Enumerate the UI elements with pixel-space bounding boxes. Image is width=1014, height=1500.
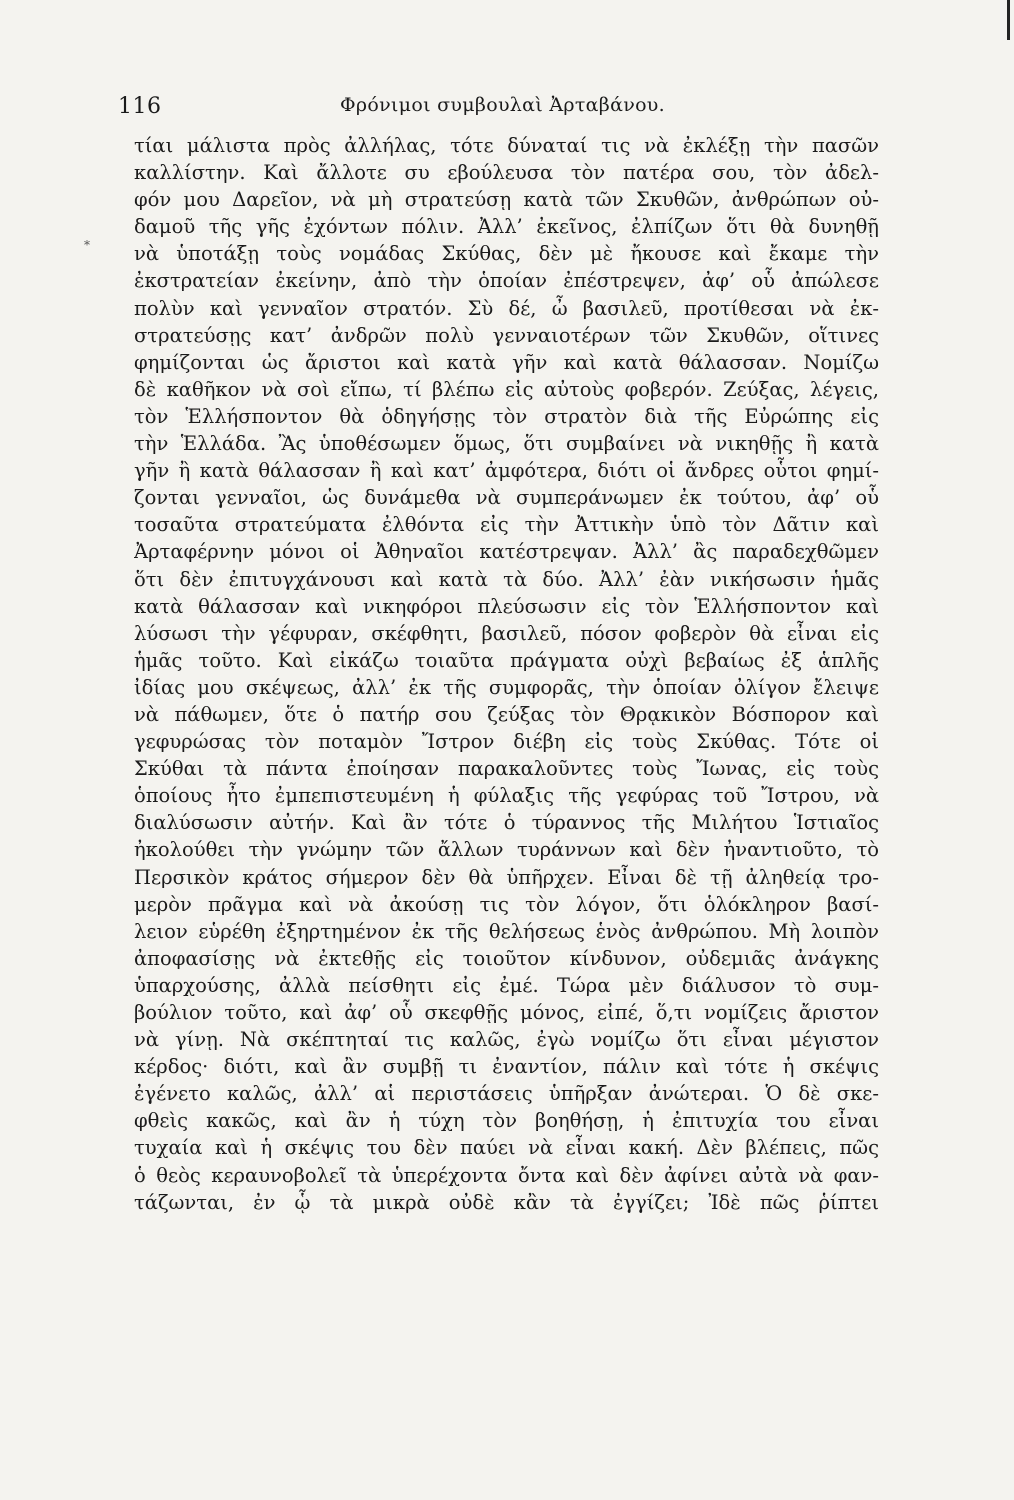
text-line: στρατεύσῃς κατ’ ἀνδρῶν πολὺ γενναιοτέρων τῶν Σκυθῶν, οἵτινες	[134, 323, 879, 347]
body-text	[134, 132, 879, 1216]
text-line: βούλιον τοῦτο, καὶ ἀφ’ οὗ σκεφθῇς μόνος, εἰπέ, ὅ,τι νομίζεις ἄριστον	[134, 1001, 879, 1024]
text-line: λύσωσι τὴν γέφυραν, σκέφθητι, βασιλεῦ, πόσον φοβερὸν θὰ εἶναι εἰς	[134, 621, 879, 645]
text-line: γῆν ἢ κατὰ θάλασσαν ἢ καὶ κατ’ ἀμφότερα, διότι οἱ ἄνδρες οὗτοι φημί-	[134, 459, 879, 483]
text-line: Σκύθαι τὰ πάντα ἐποίησαν παρακαλοῦντες τοὺς Ἴωνας, εἰς τοὺς	[134, 757, 879, 781]
text-line: νὰ ὑποτάξῃ τοὺς νομάδας Σκύθας, δὲν μὲ ἤκουσε καὶ ἔκαμε τὴν	[134, 242, 879, 266]
text-line: τὸν Ἑλλήσποντον θὰ ὁδηγήσῃς τὸν στρατὸν διὰ τῆς Εὐρώπης εἰς	[134, 404, 879, 428]
margin-mark: *	[84, 238, 90, 252]
text-line: ἀποφασίσῃς νὰ ἐκτεθῇς εἰς τοιοῦτον κίνδυνον, οὐδεμιᾶς ἀνάγκης	[134, 946, 879, 970]
page-header	[118, 94, 878, 124]
text-line: κέρδος· διότι, καὶ ἂν συμβῇ τι ἐναντίον, πάλιν καὶ τότε ἡ σκέψις	[134, 1055, 879, 1079]
text-line: φθεὶς κακῶς, καὶ ἂν ἡ τύχη τὸν βοηθήσῃ, ἡ ἐπιτυχία του εἶναι	[134, 1109, 879, 1133]
text-line: δὲ καθῆκον νὰ σοὶ εἴπω, τί βλέπω εἰς αὐτοὺς φοβερόν. Ζεύξας, λέγεις,	[134, 377, 879, 401]
text-line: Περσικὸν κράτος σήμερον δὲν θὰ ὑπῆρχεν. Εἶναι δὲ τῇ ἀληθείᾳ τρο-	[134, 865, 879, 889]
text-line: τὴν Ἑλλάδα. Ἂς ὑποθέσωμεν ὅμως, ὅτι συμβαίνει νὰ νικηθῇς ἢ κατὰ	[134, 432, 879, 456]
text-line: μερὸν πρᾶγμα καὶ νὰ ἀκούσῃ τις τὸν λόγον, ὅτι ὁλόκληρον βασί-	[134, 892, 879, 916]
text-line: Ἀρταφέρνην μόνοι οἱ Ἀθηναῖοι κατέστρεψαν. Ἀλλ’ ἂς παραδεχθῶμεν	[134, 540, 879, 564]
text-line: νὰ πάθωμεν, ὅτε ὁ πατήρ σου ζεύξας τὸν Θρᾳκικὸν Βόσπορον καὶ	[134, 702, 879, 726]
text-line: πολὺν καὶ γενναῖον στρατόν. Σὺ δέ, ὦ βασιλεῦ, προτίθεσαι νὰ ἐκ-	[134, 296, 879, 320]
page-edge-mark	[1007, 0, 1010, 40]
text-line: κατὰ θάλασσαν καὶ νικηφόροι πλεύσωσιν εἰς τὸν Ἑλλήσποντον καὶ	[134, 594, 879, 618]
text-line: δαμοῦ τῆς γῆς ἐχόντων πόλιν. Ἀλλ’ ἐκεῖνος, ἐλπίζων ὅτι θὰ δυνηθῇ	[134, 215, 879, 239]
text-line: ἡμᾶς τοῦτο. Καὶ εἰκάζω τοιαῦτα πράγματα οὐχὶ βεβαίως ἐξ ἁπλῆς	[134, 648, 879, 672]
text-line: ἐγένετο καλῶς, ἀλλ’ αἱ περιστάσεις ὑπῆρξαν ἀνώτεραι. Ὁ δὲ σκε-	[134, 1082, 879, 1106]
text-line: καλλίστην. Καὶ ἄλλοτε συ εβούλευσα τὸν πατέρα σου, τὸν ἀδελ-	[134, 161, 879, 185]
text-line: γεφυρώσας τὸν ποταμὸν Ἴστρον διέβη εἰς τοὺς Σκύθας. Τότε οἱ	[134, 730, 879, 754]
text-line: τάζωνται, ἐν ᾧ τὰ μικρὰ οὐδὲ κἂν τὰ ἐγγίζει; Ἰδὲ πῶς ῥίπτει	[134, 1190, 879, 1214]
text-line: φόν μου Δαρεῖον, νὰ μὴ στρατεύσῃ κατὰ τῶν Σκυθῶν, ἀνθρώπων οὐ-	[134, 188, 879, 212]
text-line: ἠκολούθει τὴν γνώμην τῶν ἄλλων τυράννων καὶ δὲν ἠναντιοῦτο, τὸ	[134, 838, 879, 862]
text-line: τυχαία καὶ ἡ σκέψις του δὲν παύει νὰ εἶναι κακή. Δὲν βλέπεις, πῶς	[134, 1136, 879, 1160]
text-line: νὰ γίνῃ. Νὰ σκέπτηταί τις καλῶς, ἐγὼ νομίζω ὅτι εἶναι μέγιστον	[134, 1028, 879, 1052]
running-title: Φρόνιμοι συμβουλαὶ Ἀρταβάνου.	[340, 94, 665, 116]
page-number: 116	[118, 94, 162, 119]
text-line: τοσαῦτα στρατεύματα ἐλθόντα εἰς τὴν Ἀττικὴν ὑπὸ τὸν Δᾶτιν καὶ	[134, 513, 879, 537]
text-line: ὁποίους ἦτο ἐμπεπιστευμένη ἡ φύλαξις τῆς γεφύρας τοῦ Ἴστρου, νὰ	[134, 784, 879, 808]
text-line: ἰδίας μου σκέψεως, ἀλλ’ ἐκ τῆς συμφορᾶς, τὴν ὁποίαν ὀλίγον ἔλειψε	[134, 675, 879, 699]
text-line: ἐκστρατείαν ἐκείνην, ἀπὸ τὴν ὁποίαν ἐπέστρεψεν, ἀφ’ οὗ ἀπώλεσε	[134, 269, 879, 293]
text-line: διαλύσωσιν αὐτήν. Καὶ ἂν τότε ὁ τύραννος τῆς Μιλήτου Ἱστιαῖος	[134, 811, 879, 835]
text-line: τίαι μάλιστα πρὸς ἀλλήλας, τότε δύναταί τις νὰ ἐκλέξῃ τὴν πασῶν	[134, 134, 879, 157]
text-line: ὑπαρχούσης, ἀλλὰ πείσθητι εἰς ἐμέ. Τώρα μὲν διάλυσον τὸ συμ-	[134, 973, 879, 997]
text-line: ὅτι δὲν ἐπιτυγχάνουσι καὶ κατὰ τὰ δύο. Ἀλλ’ ἐὰν νικήσωσιν ἡμᾶς	[134, 567, 879, 591]
text-line: ζονται γενναῖοι, ὡς δυνάμεθα νὰ συμπεράνωμεν ἐκ τούτου, ἀφ’ οὗ	[134, 486, 879, 510]
text-line: φημίζονται ὡς ἄριστοι καὶ κατὰ γῆν καὶ κατὰ θάλασσαν. Νομίζω	[134, 350, 879, 374]
text-line: λειον εὑρέθη ἐξηρτημένον ἐκ τῆς θελήσεως ἑνὸς ἀνθρώπου. Μὴ λοιπὸν	[134, 919, 879, 943]
text-line: ὁ θεὸς κεραυνοβολεῖ τὰ ὑπερέχοντα ὄντα καὶ δὲν ἀφίνει αὐτὰ νὰ φαν-	[134, 1163, 879, 1187]
